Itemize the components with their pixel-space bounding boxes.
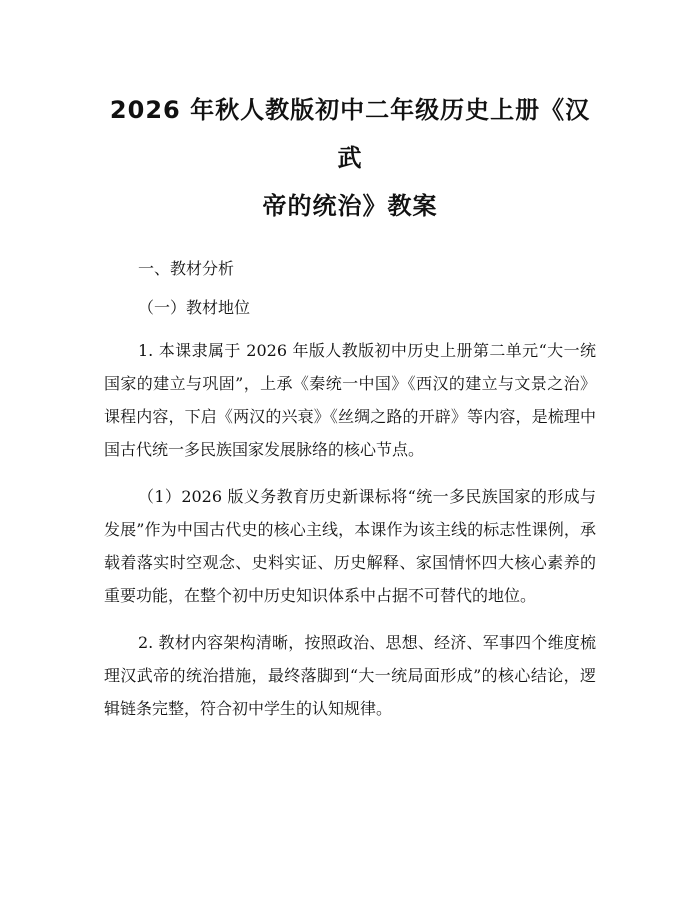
paragraph-3: 2. 教材内容架构清晰，按照政治、思想、经济、军事四个维度梳理汉武帝的统治措施，最终落脚到“大一统局面形成”的核心结论，逻辑链条完整，符合初中学生的认知规律。 [104, 633, 596, 718]
section-heading-teaching-material-analysis: 一、教材分析 [138, 259, 235, 278]
paragraph-2: （1）2026 版义务教育历史新课标将“统一多民族国家的形成与发展”作为中国古代史的核心主线，本课作为该主线的标志性课例，承载着落实时空观念、史料实证、历史解释、家国情怀四大核心素养的重要功能，在整个初中历史知识体系中占据不可替代的地位。 [104, 487, 596, 605]
paragraph-1: 1. 本课隶属于 2026 年版人教版初中历史上册第二单元“大一统国家的建立与巩固”，上承《秦统一中国》《西汉的建立与文景之治》课程内容，下启《两汉的兴衰》《丝绸之路的开辟》等内容，是梳理中国古代统一多民族国家发展脉络的核心节点。 [104, 341, 596, 459]
title-line-2: 帝的统治》教案 [262, 192, 438, 220]
title-line-1: 2026 年秋人教版初中二年级历史上册《汉武 [109, 96, 591, 172]
document-title [104, 86, 596, 230]
subsection-heading-material-position: （一）教材地位 [138, 298, 251, 317]
